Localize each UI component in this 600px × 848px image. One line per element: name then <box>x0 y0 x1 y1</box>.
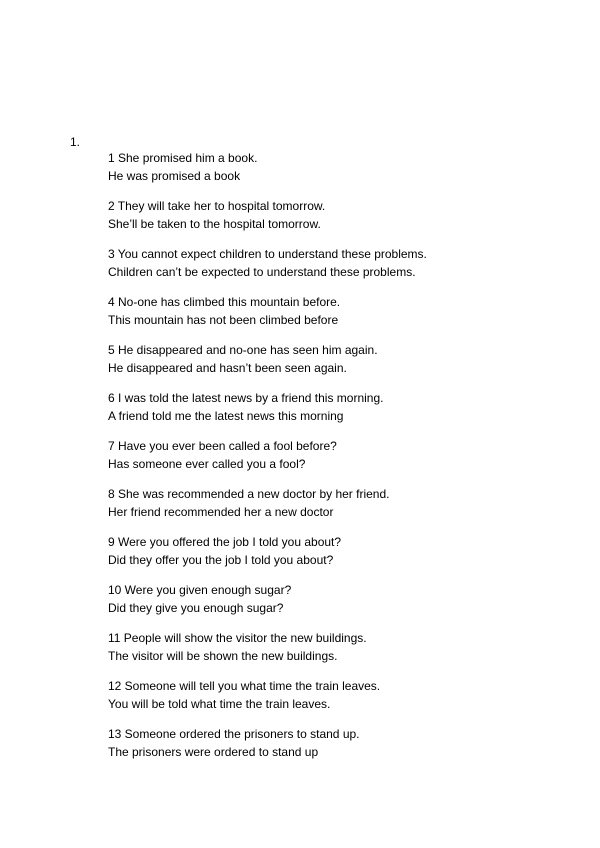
exercise-item <box>108 389 568 437</box>
original-sentence: 8 She was recommended a new doctor by her friend. <box>108 487 390 501</box>
exercise-list <box>108 149 568 773</box>
original-sentence: 2 They will take her to hospital tomorrow. <box>108 199 326 213</box>
original-sentence: 13 Someone ordered the prisoners to stand up. <box>108 727 360 741</box>
original-sentence: 4 No-one has climbed this mountain before. <box>108 295 341 309</box>
original-sentence: 6 I was told the latest news by a friend this morning. <box>108 391 384 405</box>
exercise-item <box>108 725 568 773</box>
original-sentence: 9 Were you offered the job I told you about? <box>108 535 342 549</box>
rewritten-sentence: Did they offer you the job I told you about? <box>108 553 334 567</box>
original-sentence: 5 He disappeared and no-one has seen him again. <box>108 343 378 357</box>
exercise-item <box>108 581 568 629</box>
exercise-item <box>108 437 568 485</box>
rewritten-sentence: You will be told what time the train leaves. <box>108 697 331 711</box>
original-sentence: 3 You cannot expect children to understand these problems. <box>108 247 427 261</box>
rewritten-sentence: Did they give you enough sugar? <box>108 601 284 615</box>
exercise-item <box>108 245 568 293</box>
exercise-item <box>108 149 568 197</box>
exercise-item <box>108 629 568 677</box>
original-sentence: 1 She promised him a book. <box>108 151 258 165</box>
original-sentence: 12 Someone will tell you what time the train leaves. <box>108 679 381 693</box>
rewritten-sentence: Her friend recommended her a new doctor <box>108 505 334 519</box>
exercise-item <box>108 197 568 245</box>
rewritten-sentence: A friend told me the latest news this morning <box>108 409 344 423</box>
rewritten-sentence: She’ll be taken to the hospital tomorrow. <box>108 217 321 231</box>
rewritten-sentence: Has someone ever called you a fool? <box>108 457 306 471</box>
exercise-item <box>108 341 568 389</box>
rewritten-sentence: The visitor will be shown the new buildings. <box>108 649 338 663</box>
rewritten-sentence: He was promised a book <box>108 169 241 183</box>
original-sentence: 11 People will show the visitor the new buildings. <box>108 631 367 645</box>
exercise-item <box>108 677 568 725</box>
rewritten-sentence: The prisoners were ordered to stand up <box>108 745 319 759</box>
rewritten-sentence: He disappeared and hasn’t been seen again. <box>108 361 347 375</box>
original-sentence: 10 Were you given enough sugar? <box>108 583 292 597</box>
original-sentence: 7 Have you ever been called a fool before? <box>108 439 337 453</box>
list-number: 1. <box>70 135 81 149</box>
exercise-item <box>108 533 568 581</box>
exercise-item <box>108 485 568 533</box>
rewritten-sentence: This mountain has not been climbed before <box>108 313 339 327</box>
rewritten-sentence: Children can’t be expected to understand these problems. <box>108 265 416 279</box>
exercise-item <box>108 293 568 341</box>
